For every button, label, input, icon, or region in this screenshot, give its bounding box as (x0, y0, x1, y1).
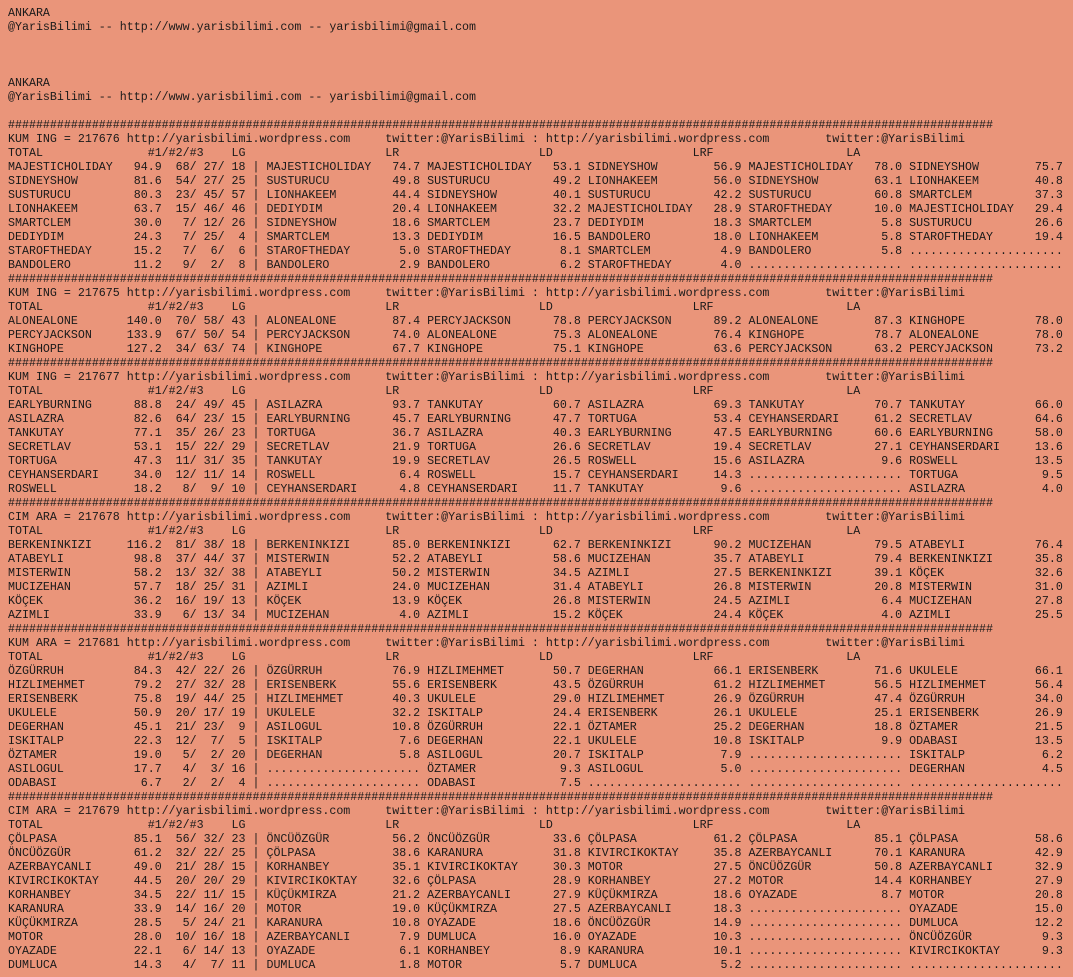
report-line: ASILOGUL 17.7 4/ 3/ 16 | ...................... ÖZTAMER 9.3 ASILOGUL 5.0 ...................... DEGERHAN 4.5 (8, 763, 1063, 776)
report-line: ALONEALONE 140.0 70/ 58/ 43 | ALONEALONE 87.4 PERCYJACKSON 78.8 PERCYJACKSON 89.2 ALONEALONE 87.3 KINGHOPE 78.0 (8, 315, 1063, 328)
separator-line: ############################################################################################################################################# (8, 273, 993, 286)
report-line: ÖZTAMER 19.0 5/ 2/ 20 | DEGERHAN 5.8 ASILOGUL 20.7 ISKITALP 7.9 ...................... ISKITALP 6.2 (8, 749, 1063, 762)
race-header-line: KUM ARA = 217681 http://yarisbilimi.wordpress.com twitter:@YarisBilimi : http://yarisbilimi.wordpress.com twitter:@YarisBilimi (8, 637, 966, 650)
report-line: ROSWELL 18.2 8/ 9/ 10 | CEYHANSERDARI 4.8 CEYHANSERDARI 11.7 TANKUTAY 9.6 ...................... ASILAZRA 4.0 (8, 483, 1063, 496)
report-line: ODABASI 6.7 2/ 2/ 4 | ...................... ODABASI 7.5 ...................... ...................... ...................... (8, 777, 1063, 790)
separator-line: ############################################################################################################################################# (8, 497, 993, 510)
separator-line: ############################################################################################################################################# (8, 119, 993, 132)
report-line: ÖNCÜÖZGÜR 61.2 32/ 22/ 25 | ÇÖLPASA 38.6 KARANURA 31.8 KIVIRCIKOKTAY 35.8 AZERBAYCANLI 70.1 KARANURA 42.9 (8, 847, 1063, 860)
report-line: ÇÖLPASA 85.1 56/ 32/ 23 | ÖNCÜÖZGÜR 56.2 ÖNCÜÖZGÜR 33.6 ÇÖLPASA 61.2 ÇÖLPASA 85.1 ÇÖLPASA 58.6 (8, 833, 1063, 846)
race-header-line: KUM ING = 217676 http://yarisbilimi.wordpress.com twitter:@YarisBilimi : http://yarisbilimi.wordpress.com twitter:@YarisBilimi (8, 133, 966, 146)
report-line: @YarisBilimi -- http://www.yarisbilimi.com -- yarisbilimi@gmail.com (8, 91, 477, 104)
report-line: MISTERWIN 58.2 13/ 32/ 38 | ATABEYLI 50.2 MISTERWIN 34.5 AZIMLI 27.5 BERKENINKIZI 39.1 KÖÇEK 32.6 (8, 567, 1063, 580)
report-line: AZIMLI 33.9 6/ 13/ 34 | MUCIZEHAN 4.0 AZIMLI 15.2 KÖÇEK 24.4 KÖÇEK 4.0 AZIMLI 25.5 (8, 609, 1063, 622)
report-line: CEYHANSERDARI 34.0 12/ 11/ 14 | ROSWELL 6.4 ROSWELL 15.7 CEYHANSERDARI 14.3 ...................... TORTUGA 9.5 (8, 469, 1063, 482)
race-header-line: CIM ARA = 217678 http://yarisbilimi.wordpress.com twitter:@YarisBilimi : http://yarisbilimi.wordpress.com twitter:@YarisBilimi (8, 511, 966, 524)
report-line: UKULELE 50.9 20/ 17/ 19 | UKULELE 32.2 ISKITALP 24.4 ERISENBERK 26.1 UKULELE 25.1 ERISENBERK 26.9 (8, 707, 1063, 720)
report-line: ERISENBERK 75.8 19/ 44/ 25 | HIZLIMEHMET 40.3 UKULELE 29.0 HIZLIMEHMET 26.9 ÖZGÜRRUH 47.4 ÖZGÜRRUH 34.0 (8, 693, 1063, 706)
report-line: ANKARA (8, 7, 50, 20)
report-line: LIONHAKEEM 63.7 15/ 46/ 46 | DEDIYDIM 20.4 LIONHAKEEM 32.2 MAJESTICHOLIDAY 28.9 STAROFTHEDAY 10.0 MAJESTICHOLIDAY 29.4 (8, 203, 1063, 216)
race-header-line: KUM ING = 217677 http://yarisbilimi.wordpress.com twitter:@YarisBilimi : http://yarisbilimi.wordpress.com twitter:@YarisBilimi (8, 371, 966, 384)
race-header-line: CIM ARA = 217679 http://yarisbilimi.wordpress.com twitter:@YarisBilimi : http://yarisbilimi.wordpress.com twitter:@YarisBilimi (8, 805, 966, 818)
column-header-line: TOTAL #1/#2/#3 LG LR LD LRF LA (8, 525, 861, 538)
report-line: KINGHOPE 127.2 34/ 63/ 74 | KINGHOPE 67.7 KINGHOPE 75.1 KINGHOPE 63.6 PERCYJACKSON 63.2 PERCYJACKSON 73.2 (8, 343, 1063, 356)
report-line: TORTUGA 47.3 11/ 31/ 35 | TANKUTAY 19.9 SECRETLAV 26.5 ROSWELL 15.6 ASILAZRA 9.6 ROSWELL 13.5 (8, 455, 1063, 468)
report-line: DEGERHAN 45.1 21/ 23/ 9 | ASILOGUL 10.8 ÖZGÜRRUH 22.1 ÖZTAMER 25.2 DEGERHAN 18.8 ÖZTAMER 21.5 (8, 721, 1063, 734)
report-line: DUMLUCA 14.3 4/ 7/ 11 | DUMLUCA 1.8 MOTOR 5.7 DUMLUCA 5.2 ...................... ...................... (8, 959, 1063, 972)
report-line: ASILAZRA 82.6 64/ 23/ 15 | EARLYBURNING 45.7 EARLYBURNING 47.7 TORTUGA 53.4 CEYHANSERDARI 61.2 SECRETLAV 64.6 (8, 413, 1063, 426)
column-header-line: TOTAL #1/#2/#3 LG LR LD LRF LA (8, 651, 861, 664)
report-line: KARANURA 33.9 14/ 16/ 20 | MOTOR 19.0 KÜÇÜKMIRZA 27.5 AZERBAYCANLI 18.3 ...................... OYAZADE 15.0 (8, 903, 1063, 916)
column-header-line: TOTAL #1/#2/#3 LG LR LD LRF LA (8, 819, 861, 832)
race-header-line: KUM ING = 217675 http://yarisbilimi.wordpress.com twitter:@YarisBilimi : http://yarisbilimi.wordpress.com twitter:@YarisBilimi (8, 287, 966, 300)
column-header-line: TOTAL #1/#2/#3 LG LR LD LRF LA (8, 301, 861, 314)
report-line: KORHANBEY 34.5 22/ 11/ 15 | KÜÇÜKMIRZA 21.2 AZERBAYCANLI 27.9 KÜÇÜKMIRZA 18.6 OYAZADE 8.7 MOTOR 20.8 (8, 889, 1063, 902)
report-line: SECRETLAV 53.1 15/ 22/ 29 | SECRETLAV 21.9 TORTUGA 26.6 SECRETLAV 19.4 SECRETLAV 27.1 CEYHANSERDARI 13.6 (8, 441, 1063, 454)
report-line: EARLYBURNING 88.8 24/ 49/ 45 | ASILAZRA 93.7 TANKUTAY 60.7 ASILAZRA 69.3 TANKUTAY 70.7 TANKUTAY 66.0 (8, 399, 1063, 412)
report-line: KÖÇEK 36.2 16/ 19/ 13 | KÖÇEK 13.9 KÖÇEK 26.8 MISTERWIN 24.5 AZIMLI 6.4 MUCIZEHAN 27.8 (8, 595, 1063, 608)
blank-line (8, 49, 1073, 63)
report-line: MOTOR 28.0 10/ 16/ 18 | AZERBAYCANLI 7.9 DUMLUCA 16.0 OYAZADE 10.3 ...................... ÖNCÜÖZGÜR 9.3 (8, 931, 1063, 944)
report-line: ÖZGÜRRUH 84.3 42/ 22/ 26 | ÖZGÜRRUH 76.9 HIZLIMEHMET 50.7 DEGERHAN 66.1 ERISENBERK 71.6 UKULELE 66.1 (8, 665, 1063, 678)
report-line: ATABEYLI 98.8 37/ 44/ 37 | MISTERWIN 52.2 ATABEYLI 58.6 MUCIZEHAN 35.7 ATABEYLI 79.4 BERKENINKIZI 35.8 (8, 553, 1063, 566)
report-line: KÜÇÜKMIRZA 28.5 5/ 24/ 21 | KARANURA 10.8 OYAZADE 18.6 ÖNCÜÖZGÜR 14.9 ...................... DUMLUCA 12.2 (8, 917, 1063, 930)
report-line: SIDNEYSHOW 81.6 54/ 27/ 25 | SUSTURUCU 49.8 SUSTURUCU 49.2 LIONHAKEEM 56.0 SIDNEYSHOW 63.1 LIONHAKEEM 40.8 (8, 175, 1063, 188)
report-line: KIVIRCIKOKTAY 44.5 20/ 20/ 29 | KIVIRCIKOKTAY 32.6 ÇÖLPASA 28.9 KORHANBEY 27.2 MOTOR 14.4 KORHANBEY 27.9 (8, 875, 1063, 888)
report-line: MAJESTICHOLIDAY 94.9 68/ 27/ 18 | MAJESTICHOLIDAY 74.7 MAJESTICHOLIDAY 53.1 SIDNEYSHOW 56.9 MAJESTICHOLIDAY 78.0 SIDNEYSHOW 75.7 (8, 161, 1063, 174)
report-line: STAROFTHEDAY 15.2 7/ 6/ 6 | STAROFTHEDAY 5.0 STAROFTHEDAY 8.1 SMARTCLEM 4.9 BANDOLERO 5.8 ...................... (8, 245, 1063, 258)
report-line: ISKITALP 22.3 12/ 7/ 5 | ISKITALP 7.6 DEGERHAN 22.1 UKULELE 10.8 ISKITALP 9.9 ODABASI 13.5 (8, 735, 1063, 748)
report-line: SUSTURUCU 80.3 23/ 45/ 57 | LIONHAKEEM 44.4 SIDNEYSHOW 40.1 SUSTURUCU 42.2 SUSTURUCU 60.8 SMARTCLEM 37.3 (8, 189, 1063, 202)
separator-line: ############################################################################################################################################# (8, 357, 993, 370)
report-line: HIZLIMEHMET 79.2 27/ 32/ 28 | ERISENBERK 55.6 ERISENBERK 43.5 ÖZGÜRRUH 61.2 HIZLIMEHMET 56.5 HIZLIMEHMET 56.4 (8, 679, 1063, 692)
blank-line (8, 35, 1073, 49)
separator-line: ############################################################################################################################################# (8, 623, 993, 636)
report-line: BERKENINKIZI 116.2 81/ 38/ 18 | BERKENINKIZI 85.0 BERKENINKIZI 62.7 BERKENINKIZI 90.2 MUCIZEHAN 79.5 ATABEYLI 76.4 (8, 539, 1063, 552)
column-header-line: TOTAL #1/#2/#3 LG LR LD LRF LA (8, 147, 861, 160)
report-line: PERCYJACKSON 133.9 67/ 50/ 54 | PERCYJACKSON 74.0 ALONEALONE 75.3 ALONEALONE 76.4 KINGHOPE 78.7 ALONEALONE 78.0 (8, 329, 1063, 342)
report-line: @YarisBilimi -- http://www.yarisbilimi.com -- yarisbilimi@gmail.com (8, 21, 477, 34)
column-header-line: TOTAL #1/#2/#3 LG LR LD LRF LA (8, 385, 861, 398)
report-line: AZERBAYCANLI 49.0 21/ 28/ 15 | KORHANBEY 35.1 KIVIRCIKOKTAY 30.3 MOTOR 27.5 ÖNCÜÖZGÜR 50.8 AZERBAYCANLI 32.9 (8, 861, 1063, 874)
report-line: MUCIZEHAN 57.7 18/ 25/ 31 | AZIMLI 24.0 MUCIZEHAN 31.4 ATABEYLI 26.8 MISTERWIN 20.8 MISTERWIN 31.0 (8, 581, 1063, 594)
blank-line (8, 63, 1073, 77)
report-line: BANDOLERO 11.2 9/ 2/ 8 | BANDOLERO 2.9 BANDOLERO 6.2 STAROFTHEDAY 4.0 ...................... ...................... (8, 259, 1063, 272)
report-line: DEDIYDIM 24.3 7/ 25/ 4 | SMARTCLEM 13.3 DEDIYDIM 16.5 BANDOLERO 18.0 LIONHAKEEM 5.8 STAROFTHEDAY 19.4 (8, 231, 1063, 244)
report-line: TANKUTAY 77.1 35/ 26/ 23 | TORTUGA 36.7 ASILAZRA 40.3 EARLYBURNING 47.5 EARLYBURNING 60.6 EARLYBURNING 58.0 (8, 427, 1063, 440)
report-line: SMARTCLEM 30.0 7/ 12/ 26 | SIDNEYSHOW 18.6 SMARTCLEM 23.7 DEDIYDIM 18.3 SMARTCLEM 5.8 SUSTURUCU 26.6 (8, 217, 1063, 230)
separator-line: ############################################################################################################################################# (8, 791, 993, 804)
blank-line (8, 105, 1073, 119)
report-line: OYAZADE 22.1 6/ 14/ 13 | OYAZADE 6.1 KORHANBEY 8.9 KARANURA 10.1 ...................... KIVIRCIKOKTAY 9.3 (8, 945, 1063, 958)
report-line: ANKARA (8, 77, 50, 90)
